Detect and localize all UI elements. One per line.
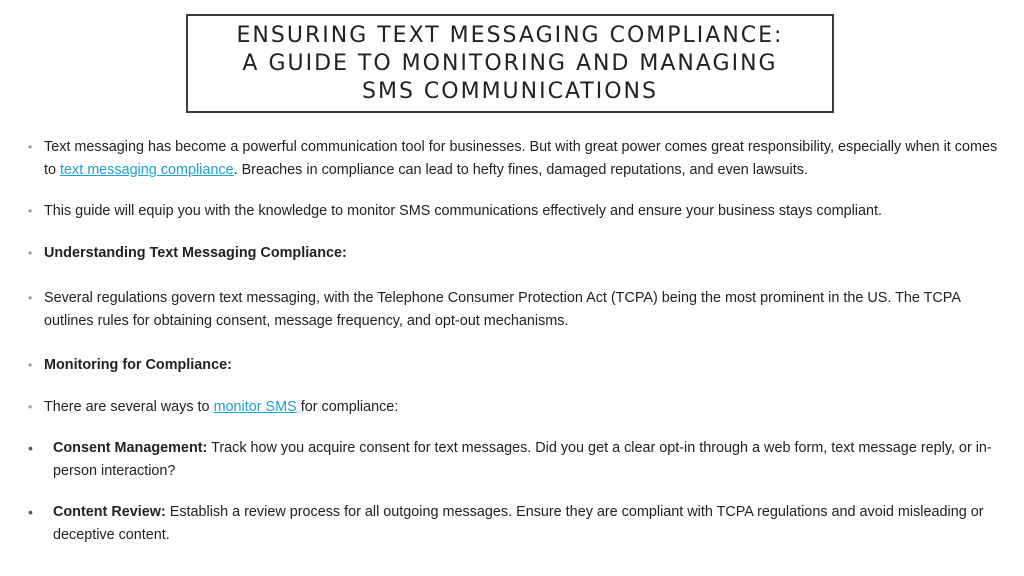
bullet-text: Several regulations govern text messaging, with the Telephone Consumer Protection Act (TCPA) being the most prominent in the US. The TCPA outlines rules for obtaining consent, message frequency, and opt-out mechanisms.	[44, 290, 961, 329]
bullet-dot: •	[28, 399, 33, 414]
bullet-consent	[22, 437, 1006, 482]
bullet-ways	[22, 396, 1006, 419]
bullet-label: Content Review:	[53, 504, 166, 520]
text-messaging-compliance-link[interactable]: text messaging compliance	[60, 161, 234, 178]
slide-body	[22, 136, 1006, 565]
bullet-dot: •	[28, 140, 33, 154]
bullet-dot: •	[28, 358, 33, 372]
title-line-2: A GUIDE TO MONITORING AND MANAGING	[242, 50, 778, 76]
slide-title	[186, 14, 834, 113]
bullet-text: for compliance:	[296, 398, 399, 415]
bullet-understanding-heading	[22, 242, 1006, 265]
bullet-guide	[22, 200, 1006, 223]
bullet-label: Consent Management:	[53, 440, 208, 456]
bullet-text: Text messaging has become a powerful communication tool for businesses. But with great power comes great responsibility, especially when it comes to	[44, 139, 998, 178]
section-heading: Understanding Text Messaging Compliance:	[44, 244, 347, 261]
title-line-3: SMS COMMUNICATIONS	[362, 78, 658, 104]
bullet-dot: •	[28, 440, 33, 456]
section-heading: Monitoring for Compliance:	[44, 357, 232, 373]
bullet-text: . Breaches in compliance can lead to hefty fines, damaged reputations, and even lawsuits.	[233, 161, 808, 178]
bullet-dot: •	[28, 245, 33, 260]
bullet-text: Track how you acquire consent for text messages. Did you get a clear opt-in through a web form, text message reply, or in-person interaction?	[53, 440, 992, 479]
bullet-intro	[22, 136, 1006, 181]
bullet-regulations	[22, 287, 1006, 332]
bullet-content-review	[22, 501, 1006, 546]
bullet-text: There are several ways to	[44, 398, 214, 415]
bullet-dot: •	[28, 504, 33, 520]
bullet-dot: •	[28, 291, 33, 305]
title-line-1: ENSURING TEXT MESSAGING COMPLIANCE:	[236, 22, 784, 48]
monitor-sms-link[interactable]: monitor SMS	[213, 398, 297, 415]
bullet-monitoring-heading	[22, 354, 1006, 377]
bullet-dot: •	[28, 204, 33, 218]
bullet-text: Establish a review process for all outgoing messages. Ensure they are compliant with TCPA regulations and avoid misleading or deceptive content.	[53, 504, 984, 543]
bullet-text: This guide will equip you with the knowledge to monitor SMS communications effectively and ensure your business stays compliant.	[44, 203, 883, 219]
